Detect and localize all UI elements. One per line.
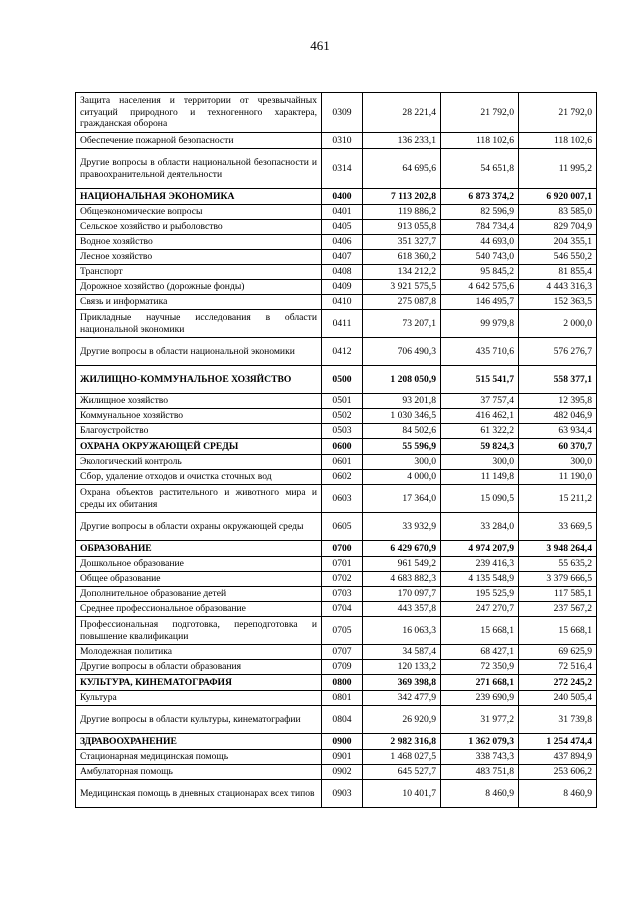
row-value-3-cell: 1 254 474,4 <box>519 734 597 750</box>
row-value-3-cell: 118 102,6 <box>519 133 597 149</box>
table-row <box>76 557 597 572</box>
row-value-1-cell: 16 063,3 <box>363 617 441 645</box>
row-value-2-cell: 37 757,4 <box>441 394 519 409</box>
row-name-cell: Медицинская помощь в дневных стационарах всех типов <box>76 780 322 808</box>
row-value-3-cell: 3 948 264,4 <box>519 541 597 557</box>
row-name-cell: Другие вопросы в области охраны окружающей среды <box>76 513 322 541</box>
row-value-1-cell: 64 695,6 <box>363 149 441 189</box>
table-row <box>76 734 597 750</box>
row-code-cell: 0410 <box>322 295 363 310</box>
row-name-cell: Общее образование <box>76 572 322 587</box>
row-name-cell: Культура <box>76 691 322 706</box>
budget-table-body <box>76 93 597 808</box>
table-row <box>76 149 597 189</box>
row-value-3-cell: 11 190,0 <box>519 470 597 485</box>
table-row <box>76 424 597 439</box>
row-value-2-cell: 1 362 079,3 <box>441 734 519 750</box>
row-value-1-cell: 1 030 346,5 <box>363 409 441 424</box>
row-value-2-cell: 68 427,1 <box>441 645 519 660</box>
row-code-cell: 0902 <box>322 765 363 780</box>
row-code-cell: 0406 <box>322 235 363 250</box>
row-value-2-cell: 300,0 <box>441 455 519 470</box>
row-value-1-cell: 119 886,2 <box>363 205 441 220</box>
row-value-3-cell: 829 704,9 <box>519 220 597 235</box>
row-value-2-cell: 784 734,4 <box>441 220 519 235</box>
table-row <box>76 205 597 220</box>
table-row <box>76 409 597 424</box>
table-row <box>76 485 597 513</box>
table-row <box>76 587 597 602</box>
row-value-2-cell: 4 642 575,6 <box>441 280 519 295</box>
row-value-2-cell: 515 541,7 <box>441 366 519 394</box>
row-value-1-cell: 913 055,8 <box>363 220 441 235</box>
row-value-3-cell: 576 276,7 <box>519 338 597 366</box>
table-row <box>76 310 597 338</box>
row-name-cell: Экологический контроль <box>76 455 322 470</box>
row-value-1-cell: 84 502,6 <box>363 424 441 439</box>
table-row <box>76 235 597 250</box>
table-row <box>76 250 597 265</box>
row-code-cell: 0701 <box>322 557 363 572</box>
row-value-1-cell: 645 527,7 <box>363 765 441 780</box>
row-value-2-cell: 146 495,7 <box>441 295 519 310</box>
row-code-cell: 0411 <box>322 310 363 338</box>
row-value-3-cell: 33 669,5 <box>519 513 597 541</box>
table-row <box>76 541 597 557</box>
row-value-2-cell: 11 149,8 <box>441 470 519 485</box>
table-row <box>76 660 597 675</box>
row-name-cell: Сбор, удаление отходов и очистка сточных вод <box>76 470 322 485</box>
row-code-cell: 0401 <box>322 205 363 220</box>
row-name-cell: Дополнительное образование детей <box>76 587 322 602</box>
row-value-3-cell: 69 625,9 <box>519 645 597 660</box>
row-code-cell: 0602 <box>322 470 363 485</box>
row-value-1-cell: 4 000,0 <box>363 470 441 485</box>
row-value-3-cell: 15 668,1 <box>519 617 597 645</box>
row-name-cell: Транспорт <box>76 265 322 280</box>
row-value-1-cell: 34 587,4 <box>363 645 441 660</box>
row-value-1-cell: 73 207,1 <box>363 310 441 338</box>
row-value-3-cell: 237 567,2 <box>519 602 597 617</box>
row-value-3-cell: 60 370,7 <box>519 439 597 455</box>
row-value-3-cell: 272 245,2 <box>519 675 597 691</box>
table-row <box>76 675 597 691</box>
row-value-2-cell: 4 974 207,9 <box>441 541 519 557</box>
row-code-cell: 0400 <box>322 189 363 205</box>
row-code-cell: 0405 <box>322 220 363 235</box>
table-row <box>76 572 597 587</box>
row-name-cell: Среднее профессиональное образование <box>76 602 322 617</box>
row-code-cell: 0703 <box>322 587 363 602</box>
row-value-2-cell: 416 462,1 <box>441 409 519 424</box>
row-value-1-cell: 17 364,0 <box>363 485 441 513</box>
row-value-3-cell: 204 355,1 <box>519 235 597 250</box>
row-name-cell: Охрана объектов растительного и животного мира и среды их обитания <box>76 485 322 513</box>
row-value-2-cell: 483 751,8 <box>441 765 519 780</box>
row-value-1-cell: 443 357,8 <box>363 602 441 617</box>
row-value-1-cell: 28 221,4 <box>363 93 441 133</box>
row-name-cell: Водное хозяйство <box>76 235 322 250</box>
row-value-2-cell: 435 710,6 <box>441 338 519 366</box>
row-name-cell: КУЛЬТУРА, КИНЕМАТОГРАФИЯ <box>76 675 322 691</box>
table-row <box>76 439 597 455</box>
row-name-cell: ОХРАНА ОКРУЖАЮЩЕЙ СРЕДЫ <box>76 439 322 455</box>
table-row <box>76 265 597 280</box>
row-name-cell: Связь и информатика <box>76 295 322 310</box>
row-value-1-cell: 1 468 027,5 <box>363 750 441 765</box>
row-name-cell: ЗДРАВООХРАНЕНИЕ <box>76 734 322 750</box>
row-value-1-cell: 7 113 202,8 <box>363 189 441 205</box>
row-value-3-cell: 482 046,9 <box>519 409 597 424</box>
row-value-1-cell: 351 327,7 <box>363 235 441 250</box>
row-name-cell: Общеэкономические вопросы <box>76 205 322 220</box>
row-name-cell: Молодежная политика <box>76 645 322 660</box>
table-row <box>76 295 597 310</box>
table-row <box>76 93 597 133</box>
row-code-cell: 0804 <box>322 706 363 734</box>
row-value-3-cell: 546 550,2 <box>519 250 597 265</box>
row-value-3-cell: 253 606,2 <box>519 765 597 780</box>
table-row <box>76 780 597 808</box>
row-value-2-cell: 247 270,7 <box>441 602 519 617</box>
row-value-2-cell: 44 693,0 <box>441 235 519 250</box>
row-value-2-cell: 118 102,6 <box>441 133 519 149</box>
page-number: 461 <box>310 38 330 53</box>
row-value-3-cell: 11 995,2 <box>519 149 597 189</box>
row-value-1-cell: 3 921 575,5 <box>363 280 441 295</box>
row-value-3-cell: 3 379 666,5 <box>519 572 597 587</box>
row-name-cell: Другие вопросы в области национальной безопасности и правоохранительной деятельности <box>76 149 322 189</box>
row-code-cell: 0900 <box>322 734 363 750</box>
row-value-2-cell: 338 743,3 <box>441 750 519 765</box>
row-value-1-cell: 33 932,9 <box>363 513 441 541</box>
row-value-3-cell: 81 855,4 <box>519 265 597 280</box>
row-value-1-cell: 342 477,9 <box>363 691 441 706</box>
row-value-3-cell: 558 377,1 <box>519 366 597 394</box>
row-code-cell: 0700 <box>322 541 363 557</box>
table-row <box>76 750 597 765</box>
row-value-2-cell: 195 525,9 <box>441 587 519 602</box>
row-value-3-cell: 8 460,9 <box>519 780 597 808</box>
row-value-2-cell: 239 416,3 <box>441 557 519 572</box>
row-code-cell: 0500 <box>322 366 363 394</box>
row-name-cell: ОБРАЗОВАНИЕ <box>76 541 322 557</box>
row-value-3-cell: 437 894,9 <box>519 750 597 765</box>
row-value-2-cell: 271 668,1 <box>441 675 519 691</box>
row-code-cell: 0502 <box>322 409 363 424</box>
row-value-2-cell: 54 651,8 <box>441 149 519 189</box>
row-value-1-cell: 1 208 050,9 <box>363 366 441 394</box>
row-name-cell: Благоустройство <box>76 424 322 439</box>
row-value-2-cell: 61 322,2 <box>441 424 519 439</box>
row-code-cell: 0501 <box>322 394 363 409</box>
row-name-cell: Другие вопросы в области образования <box>76 660 322 675</box>
row-name-cell: Сельское хозяйство и рыболовство <box>76 220 322 235</box>
row-value-2-cell: 6 873 374,2 <box>441 189 519 205</box>
row-value-3-cell: 12 395,8 <box>519 394 597 409</box>
row-name-cell: Стационарная медицинская помощь <box>76 750 322 765</box>
row-name-cell: Жилищное хозяйство <box>76 394 322 409</box>
row-value-3-cell: 72 516,4 <box>519 660 597 675</box>
table-row <box>76 765 597 780</box>
table-row <box>76 394 597 409</box>
row-code-cell: 0704 <box>322 602 363 617</box>
row-value-3-cell: 15 211,2 <box>519 485 597 513</box>
row-value-2-cell: 72 350,9 <box>441 660 519 675</box>
table-row <box>76 706 597 734</box>
row-value-1-cell: 2 982 316,8 <box>363 734 441 750</box>
row-value-2-cell: 4 135 548,9 <box>441 572 519 587</box>
table-row <box>76 220 597 235</box>
row-value-2-cell: 33 284,0 <box>441 513 519 541</box>
row-value-1-cell: 93 201,8 <box>363 394 441 409</box>
row-value-3-cell: 300,0 <box>519 455 597 470</box>
row-name-cell: Амбулаторная помощь <box>76 765 322 780</box>
row-code-cell: 0314 <box>322 149 363 189</box>
row-name-cell: Другие вопросы в области национальной экономики <box>76 338 322 366</box>
row-value-1-cell: 300,0 <box>363 455 441 470</box>
table-row <box>76 513 597 541</box>
row-code-cell: 0409 <box>322 280 363 295</box>
row-value-3-cell: 2 000,0 <box>519 310 597 338</box>
row-value-1-cell: 6 429 670,9 <box>363 541 441 557</box>
row-name-cell: Дорожное хозяйство (дорожные фонды) <box>76 280 322 295</box>
table-row <box>76 602 597 617</box>
table-row <box>76 366 597 394</box>
row-value-3-cell: 152 363,5 <box>519 295 597 310</box>
row-value-3-cell: 4 443 316,3 <box>519 280 597 295</box>
row-value-1-cell: 134 212,2 <box>363 265 441 280</box>
row-code-cell: 0707 <box>322 645 363 660</box>
row-value-2-cell: 95 845,2 <box>441 265 519 280</box>
row-name-cell: Защита населения и территории от чрезвычайных ситуаций природного и техногенного характера, гражданская оборона <box>76 93 322 133</box>
row-value-1-cell: 4 683 882,3 <box>363 572 441 587</box>
row-value-1-cell: 26 920,9 <box>363 706 441 734</box>
row-name-cell: Дошкольное образование <box>76 557 322 572</box>
table-row <box>76 189 597 205</box>
row-code-cell: 0705 <box>322 617 363 645</box>
row-code-cell: 0412 <box>322 338 363 366</box>
row-value-3-cell: 83 585,0 <box>519 205 597 220</box>
row-name-cell: НАЦИОНАЛЬНАЯ ЭКОНОМИКА <box>76 189 322 205</box>
table-row <box>76 280 597 295</box>
row-code-cell: 0709 <box>322 660 363 675</box>
row-value-2-cell: 21 792,0 <box>441 93 519 133</box>
row-value-2-cell: 15 090,5 <box>441 485 519 513</box>
row-value-2-cell: 82 596,9 <box>441 205 519 220</box>
table-row <box>76 338 597 366</box>
row-code-cell: 0801 <box>322 691 363 706</box>
row-code-cell: 0601 <box>322 455 363 470</box>
row-value-2-cell: 239 690,9 <box>441 691 519 706</box>
row-value-3-cell: 6 920 007,1 <box>519 189 597 205</box>
row-value-1-cell: 275 087,8 <box>363 295 441 310</box>
row-value-1-cell: 618 360,2 <box>363 250 441 265</box>
row-value-3-cell: 55 635,2 <box>519 557 597 572</box>
row-code-cell: 0310 <box>322 133 363 149</box>
budget-table <box>75 92 597 808</box>
row-value-1-cell: 10 401,7 <box>363 780 441 808</box>
row-value-3-cell: 117 585,1 <box>519 587 597 602</box>
row-value-2-cell: 15 668,1 <box>441 617 519 645</box>
row-value-1-cell: 170 097,7 <box>363 587 441 602</box>
row-value-2-cell: 540 743,0 <box>441 250 519 265</box>
row-name-cell: Лесное хозяйство <box>76 250 322 265</box>
row-code-cell: 0407 <box>322 250 363 265</box>
row-value-3-cell: 240 505,4 <box>519 691 597 706</box>
row-value-3-cell: 21 792,0 <box>519 93 597 133</box>
table-row <box>76 455 597 470</box>
row-value-3-cell: 31 739,8 <box>519 706 597 734</box>
row-value-1-cell: 136 233,1 <box>363 133 441 149</box>
row-name-cell: Обеспечение пожарной безопасности <box>76 133 322 149</box>
row-value-1-cell: 120 133,2 <box>363 660 441 675</box>
row-value-1-cell: 55 596,9 <box>363 439 441 455</box>
row-code-cell: 0600 <box>322 439 363 455</box>
row-value-2-cell: 59 824,3 <box>441 439 519 455</box>
table-row <box>76 691 597 706</box>
row-value-1-cell: 961 549,2 <box>363 557 441 572</box>
row-value-1-cell: 369 398,8 <box>363 675 441 691</box>
table-row <box>76 645 597 660</box>
row-name-cell: ЖИЛИЩНО-КОММУНАЛЬНОЕ ХОЗЯЙСТВО <box>76 366 322 394</box>
row-code-cell: 0408 <box>322 265 363 280</box>
row-name-cell: Другие вопросы в области культуры, кинематографии <box>76 706 322 734</box>
row-value-2-cell: 31 977,2 <box>441 706 519 734</box>
row-code-cell: 0702 <box>322 572 363 587</box>
row-code-cell: 0800 <box>322 675 363 691</box>
row-code-cell: 0903 <box>322 780 363 808</box>
row-value-3-cell: 63 934,4 <box>519 424 597 439</box>
row-code-cell: 0309 <box>322 93 363 133</box>
row-name-cell: Прикладные научные исследования в области национальной экономики <box>76 310 322 338</box>
table-row <box>76 133 597 149</box>
row-name-cell: Профессиональная подготовка, переподготовка и повышение квалификации <box>76 617 322 645</box>
row-code-cell: 0603 <box>322 485 363 513</box>
row-value-1-cell: 706 490,3 <box>363 338 441 366</box>
row-name-cell: Коммунальное хозяйство <box>76 409 322 424</box>
row-value-2-cell: 8 460,9 <box>441 780 519 808</box>
row-code-cell: 0605 <box>322 513 363 541</box>
row-code-cell: 0901 <box>322 750 363 765</box>
row-value-2-cell: 99 979,8 <box>441 310 519 338</box>
table-row <box>76 470 597 485</box>
row-code-cell: 0503 <box>322 424 363 439</box>
table-row <box>76 617 597 645</box>
